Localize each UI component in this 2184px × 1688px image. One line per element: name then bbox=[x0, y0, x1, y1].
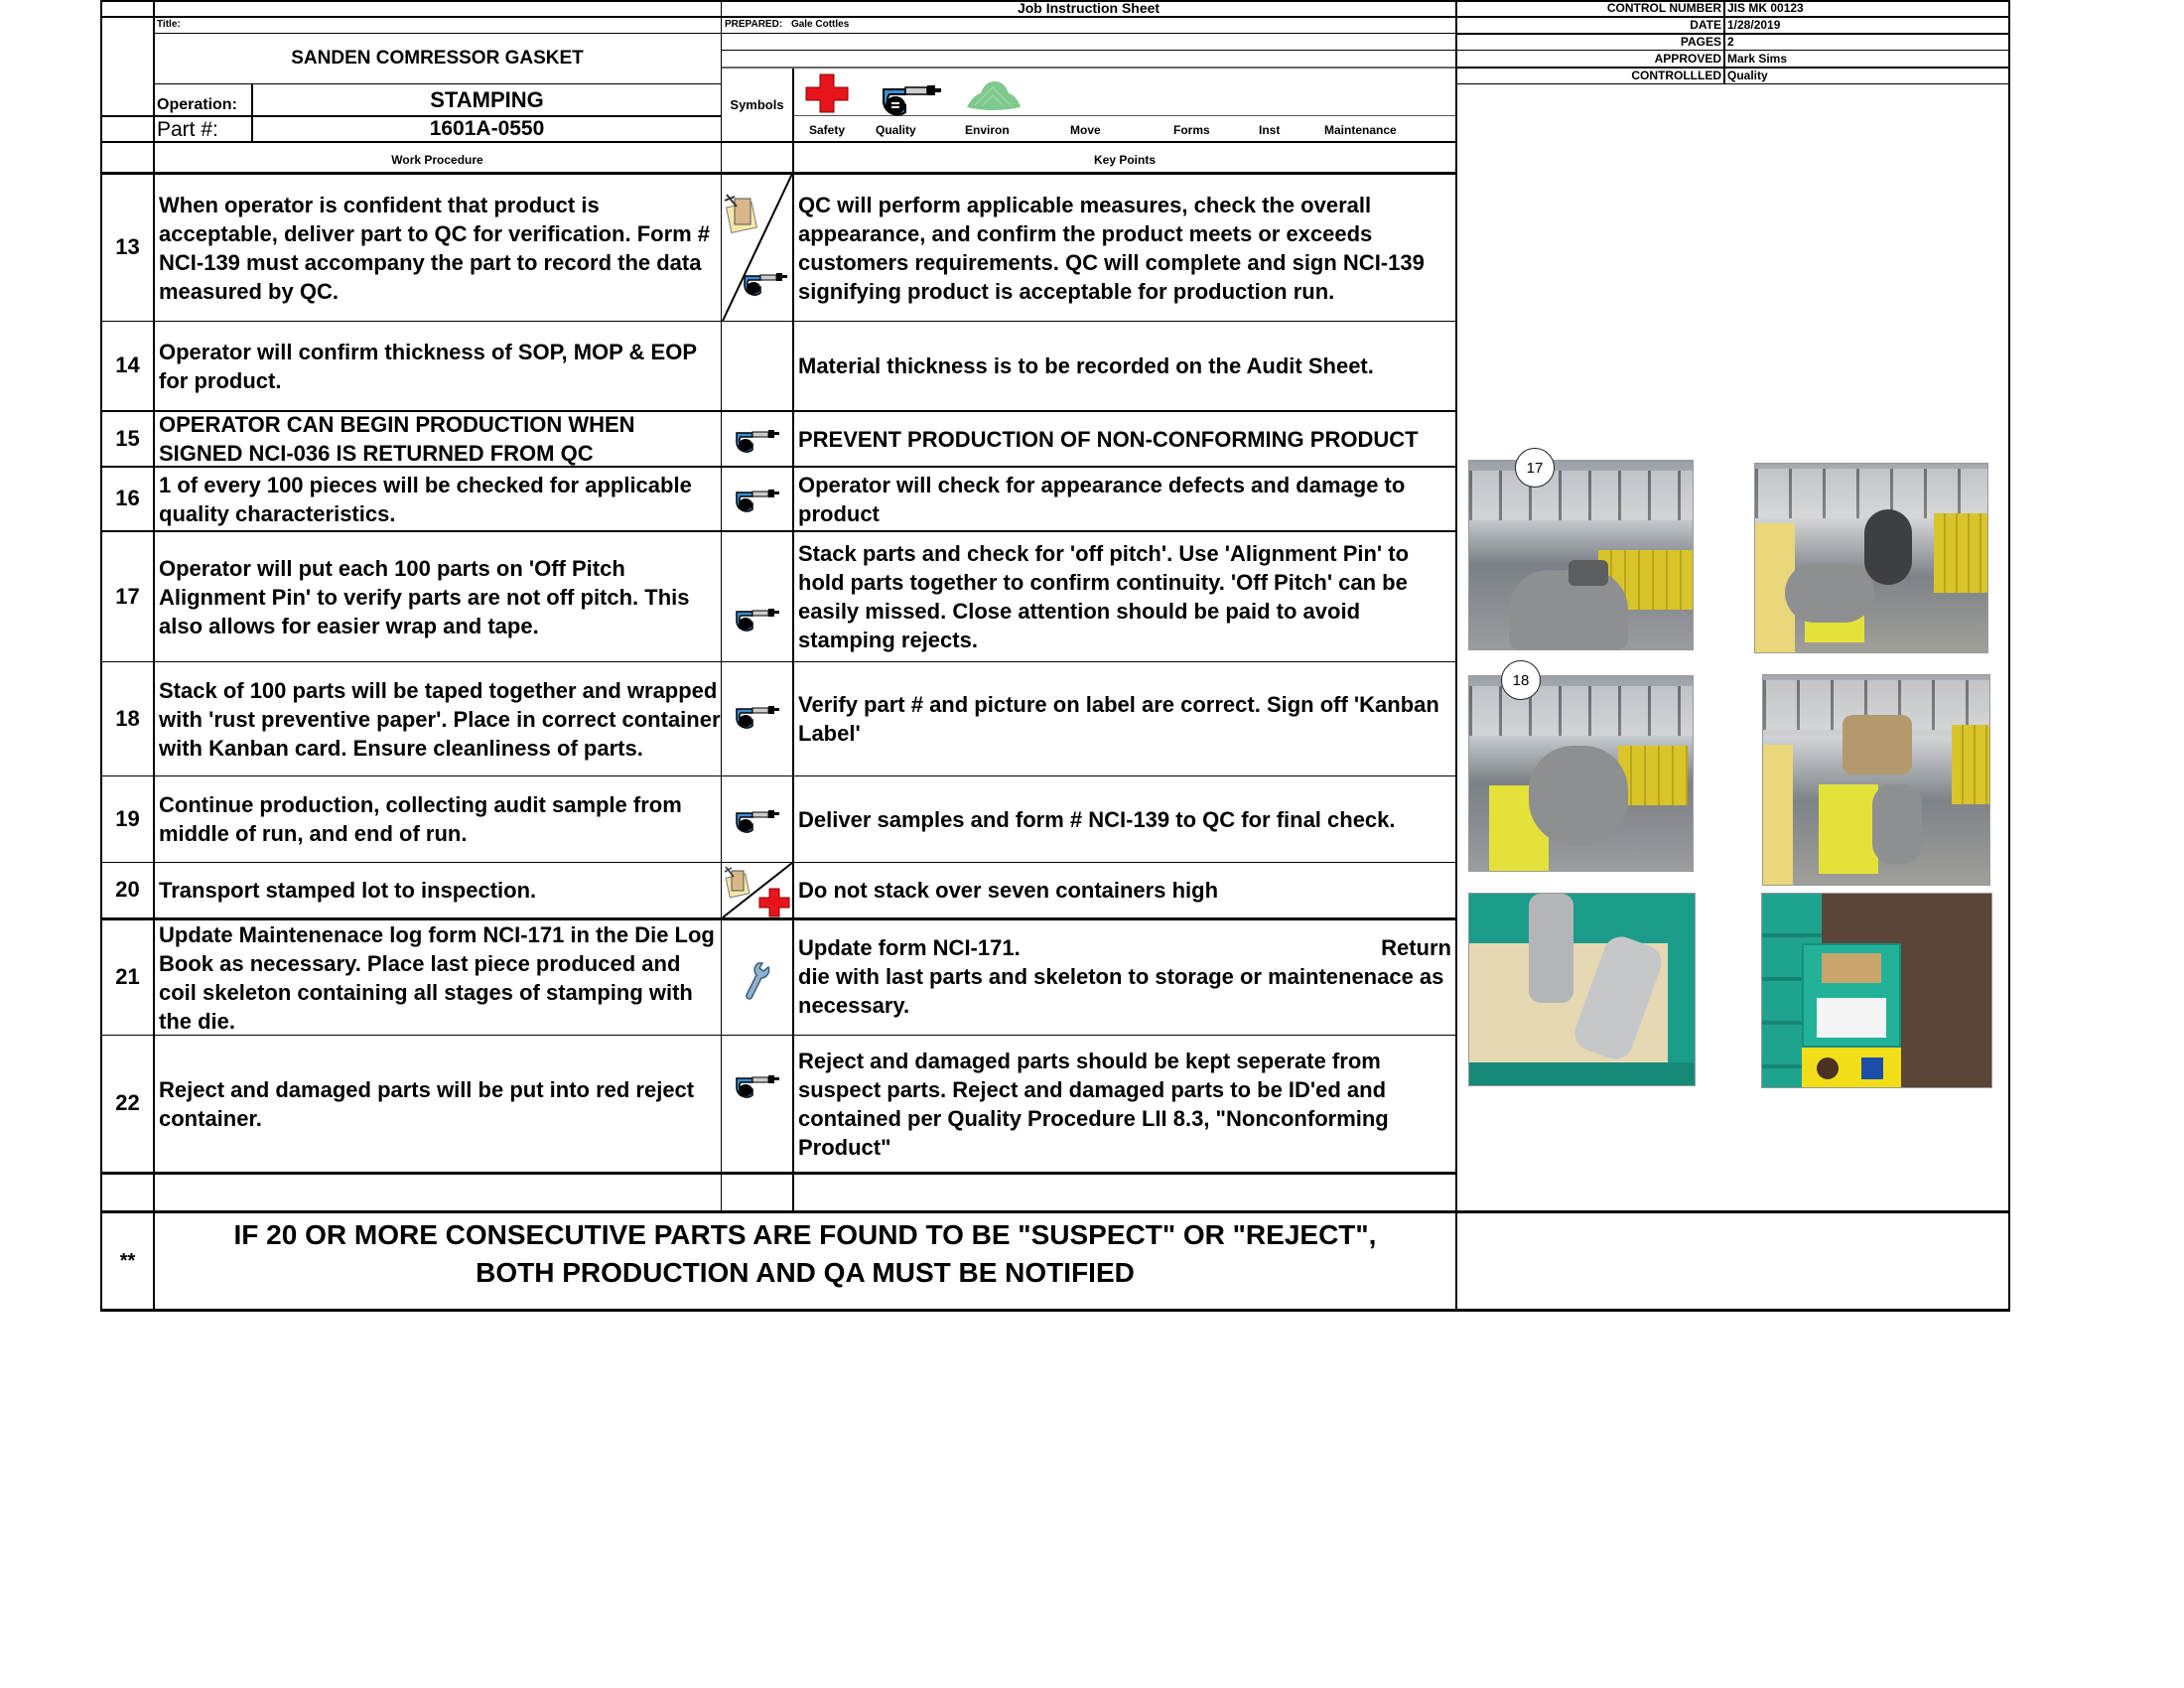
step-number: 20 bbox=[115, 877, 140, 903]
procedure-col-divider bbox=[721, 173, 722, 1211]
photo-step18-c bbox=[1468, 893, 1696, 1086]
step-number: 22 bbox=[115, 1090, 140, 1116]
photo-step17-a bbox=[1468, 460, 1694, 650]
micrometer-icon bbox=[743, 270, 792, 298]
forms-icon bbox=[723, 191, 760, 234]
operation-line bbox=[154, 83, 722, 84]
part-value: 1601A-0550 bbox=[429, 117, 545, 141]
micrometer-icon bbox=[881, 79, 950, 117]
date-value: 1/28/2019 bbox=[1727, 18, 1781, 32]
step-key-point: Do not stack over seven containers high bbox=[798, 878, 1219, 903]
symbol-label-move: Move bbox=[1070, 123, 1101, 137]
micrometer-icon bbox=[735, 427, 784, 455]
operation-label: Operation: bbox=[157, 96, 237, 113]
footer-line-1: IF 20 OR MORE CONSECUTIVE PARTS ARE FOUND TO BE "SUSPECT" OR "REJECT", bbox=[233, 1219, 1377, 1250]
approved-value: Mark Sims bbox=[1727, 52, 1788, 66]
work-procedure-header: Work Procedure bbox=[391, 152, 483, 167]
frame-right bbox=[2008, 0, 2010, 1311]
photo-step18-b bbox=[1762, 674, 1990, 886]
photo-step18-a bbox=[1468, 675, 1694, 872]
step-number: 18 bbox=[115, 705, 140, 731]
symbol-label-safety: Safety bbox=[809, 123, 846, 137]
pages-value: 2 bbox=[1727, 35, 1734, 49]
footer-notice bbox=[155, 1216, 1455, 1292]
controlled-label: CONTROLLLED bbox=[1631, 69, 1721, 82]
step-procedure: When operator is confident that product is acceptable, deliver part to QC for verification. Form # NCI-139 must accompany the part to record the data measured by QC. bbox=[159, 192, 711, 304]
prepared-line bbox=[722, 33, 1456, 34]
step-key-point: Stack parts and check for 'off pitch'. Use 'Alignment Pin' to hold parts together to confirm continuity. 'Off Pitch' can be easily missed. Close attention should be paid to avoid stamping rejects. bbox=[798, 541, 1410, 652]
step-procedure: Stack of 100 parts will be taped together and wrapped with 'rust preventive paper'. Place in correct container with Kanban card. Ensure cleanliness of parts. bbox=[159, 677, 721, 761]
approved-label: APPROVED bbox=[1654, 52, 1721, 66]
step-procedure: Reject and damaged parts will be put into red reject container. bbox=[159, 1076, 695, 1131]
photo-step18-d bbox=[1761, 893, 1992, 1088]
step-key-point: Reject and damaged parts should be kept seperate from suspect parts. Reject and damaged parts to be ID'ed and contained per Quality Procedure LII 8.3, "Nonconforming Product" bbox=[798, 1048, 1389, 1160]
step-key-point bbox=[794, 933, 1451, 1033]
key-point-line1-right: Return bbox=[1381, 935, 1451, 960]
prepared-value: Gale Cottles bbox=[790, 19, 850, 30]
control-number-label: CONTROL NUMBER bbox=[1606, 1, 1721, 15]
symbol-label-inst: Inst bbox=[1259, 123, 1281, 137]
symbol-label-environ: Environ bbox=[965, 123, 1010, 137]
control-split bbox=[1723, 0, 1725, 83]
step-key-point: PREVENT PRODUCTION OF NON-CONFORMING PRODUCT bbox=[798, 426, 1419, 452]
footer-top-line bbox=[100, 1210, 2010, 1213]
red-cross-icon bbox=[758, 888, 790, 917]
forms-icon bbox=[723, 864, 752, 900]
step-number: 16 bbox=[115, 486, 140, 511]
footer-line-2: BOTH PRODUCTION AND QA MUST BE NOTIFIED bbox=[476, 1257, 1135, 1288]
wrench-icon bbox=[743, 961, 770, 1001]
control-line bbox=[1455, 50, 2009, 51]
step-number: 19 bbox=[115, 805, 140, 831]
step-procedure: Update Maintenenace log form NCI-171 in the Die Log Book as necessary. Place last piece produced and coil skeleton containing all stages of stamping with the die. bbox=[159, 921, 715, 1034]
step-key-point: QC will perform applicable measures, check the overall appearance, and confirm the product meets or exceeds customers requirements. QC will complete and sign NCI-139 signifying product is acceptable for production run. bbox=[798, 192, 1425, 304]
step-key-point: Operator will check for appearance defects and damage to product bbox=[798, 472, 1406, 526]
title-value: SANDEN COMRESSOR GASKET bbox=[291, 47, 584, 69]
step-number: 13 bbox=[115, 234, 140, 260]
symbols-label: Symbols bbox=[730, 96, 784, 112]
operation-value: STAMPING bbox=[430, 86, 544, 112]
micrometer-icon bbox=[735, 807, 784, 835]
step-number: 15 bbox=[115, 425, 140, 451]
step-procedure: Continue production, collecting audit sample from middle of run, and end of run. bbox=[159, 792, 682, 846]
footer-marker: ** bbox=[119, 1250, 136, 1272]
key-point-rest: die with last parts and skeleton to storage or maintenenace as necessary. bbox=[798, 964, 1444, 1018]
row-line bbox=[100, 1172, 1456, 1175]
control-line bbox=[1455, 83, 2009, 84]
keypoints-col-divider bbox=[1455, 0, 1457, 1311]
photo-badge-18: 18 bbox=[1501, 660, 1541, 700]
micrometer-icon bbox=[735, 703, 784, 731]
prepared-block bbox=[725, 19, 849, 31]
photo-badge-17: 17 bbox=[1515, 448, 1555, 488]
prepared-label: PREPARED: bbox=[725, 19, 783, 30]
key-point-line1-left: Update form NCI-171. bbox=[798, 935, 1021, 960]
pages-label: PAGES bbox=[1680, 35, 1721, 49]
part-bottom-line bbox=[100, 141, 1456, 143]
step-procedure: Transport stamped lot to inspection. bbox=[159, 878, 537, 903]
symbol-label-quality: Quality bbox=[876, 123, 916, 137]
sheet-title: Job Instruction Sheet bbox=[1017, 0, 1160, 16]
symbol-label-forms: Forms bbox=[1173, 123, 1210, 137]
red-cross-icon bbox=[804, 73, 850, 113]
turtle-leaf-icon bbox=[963, 79, 1023, 113]
key-points-header: Key Points bbox=[1093, 152, 1156, 167]
step-procedure: Operator will put each 100 parts on 'Off Pitch Alignment Pin' to verify parts are not off pitch. This also allows for easier wrap and tape. bbox=[159, 555, 690, 638]
part-label: Part #: bbox=[157, 118, 218, 141]
step-key-point: Deliver samples and form # NCI-139 to QC for final check. bbox=[798, 806, 1396, 832]
photo-step17-b bbox=[1754, 463, 1988, 653]
control-number-value: JIS MK 00123 bbox=[1727, 1, 1804, 15]
frame-bottom bbox=[100, 1309, 2010, 1312]
step-key-point: Material thickness is to be recorded on the Audit Sheet. bbox=[798, 353, 1374, 378]
micrometer-icon bbox=[735, 606, 784, 633]
micrometer-icon bbox=[735, 1072, 784, 1100]
step-number: 14 bbox=[115, 352, 140, 378]
step-procedure: 1 of every 100 pieces will be checked for applicable quality characteristics. bbox=[159, 472, 692, 526]
micrometer-icon bbox=[735, 487, 784, 514]
symbol-label-maintenance: Maintenance bbox=[1324, 123, 1397, 137]
step-procedure: OPERATOR CAN BEGIN PRODUCTION WHEN SIGNED NCI-036 IS RETURNED FROM QC bbox=[159, 412, 635, 466]
step-procedure: Operator will confirm thickness of SOP, MOP & EOP for product. bbox=[159, 339, 697, 393]
date-label: DATE bbox=[1690, 18, 1721, 32]
step-number: 21 bbox=[115, 964, 140, 990]
symbols-top-line bbox=[722, 67, 1456, 69]
header-row-line bbox=[722, 50, 1456, 51]
controlled-value: Quality bbox=[1727, 69, 1768, 82]
title-label: Title: bbox=[157, 19, 181, 30]
step-number: 17 bbox=[115, 583, 140, 609]
step-key-point: Verify part # and picture on label are correct. Sign off 'Kanban Label' bbox=[798, 692, 1439, 746]
